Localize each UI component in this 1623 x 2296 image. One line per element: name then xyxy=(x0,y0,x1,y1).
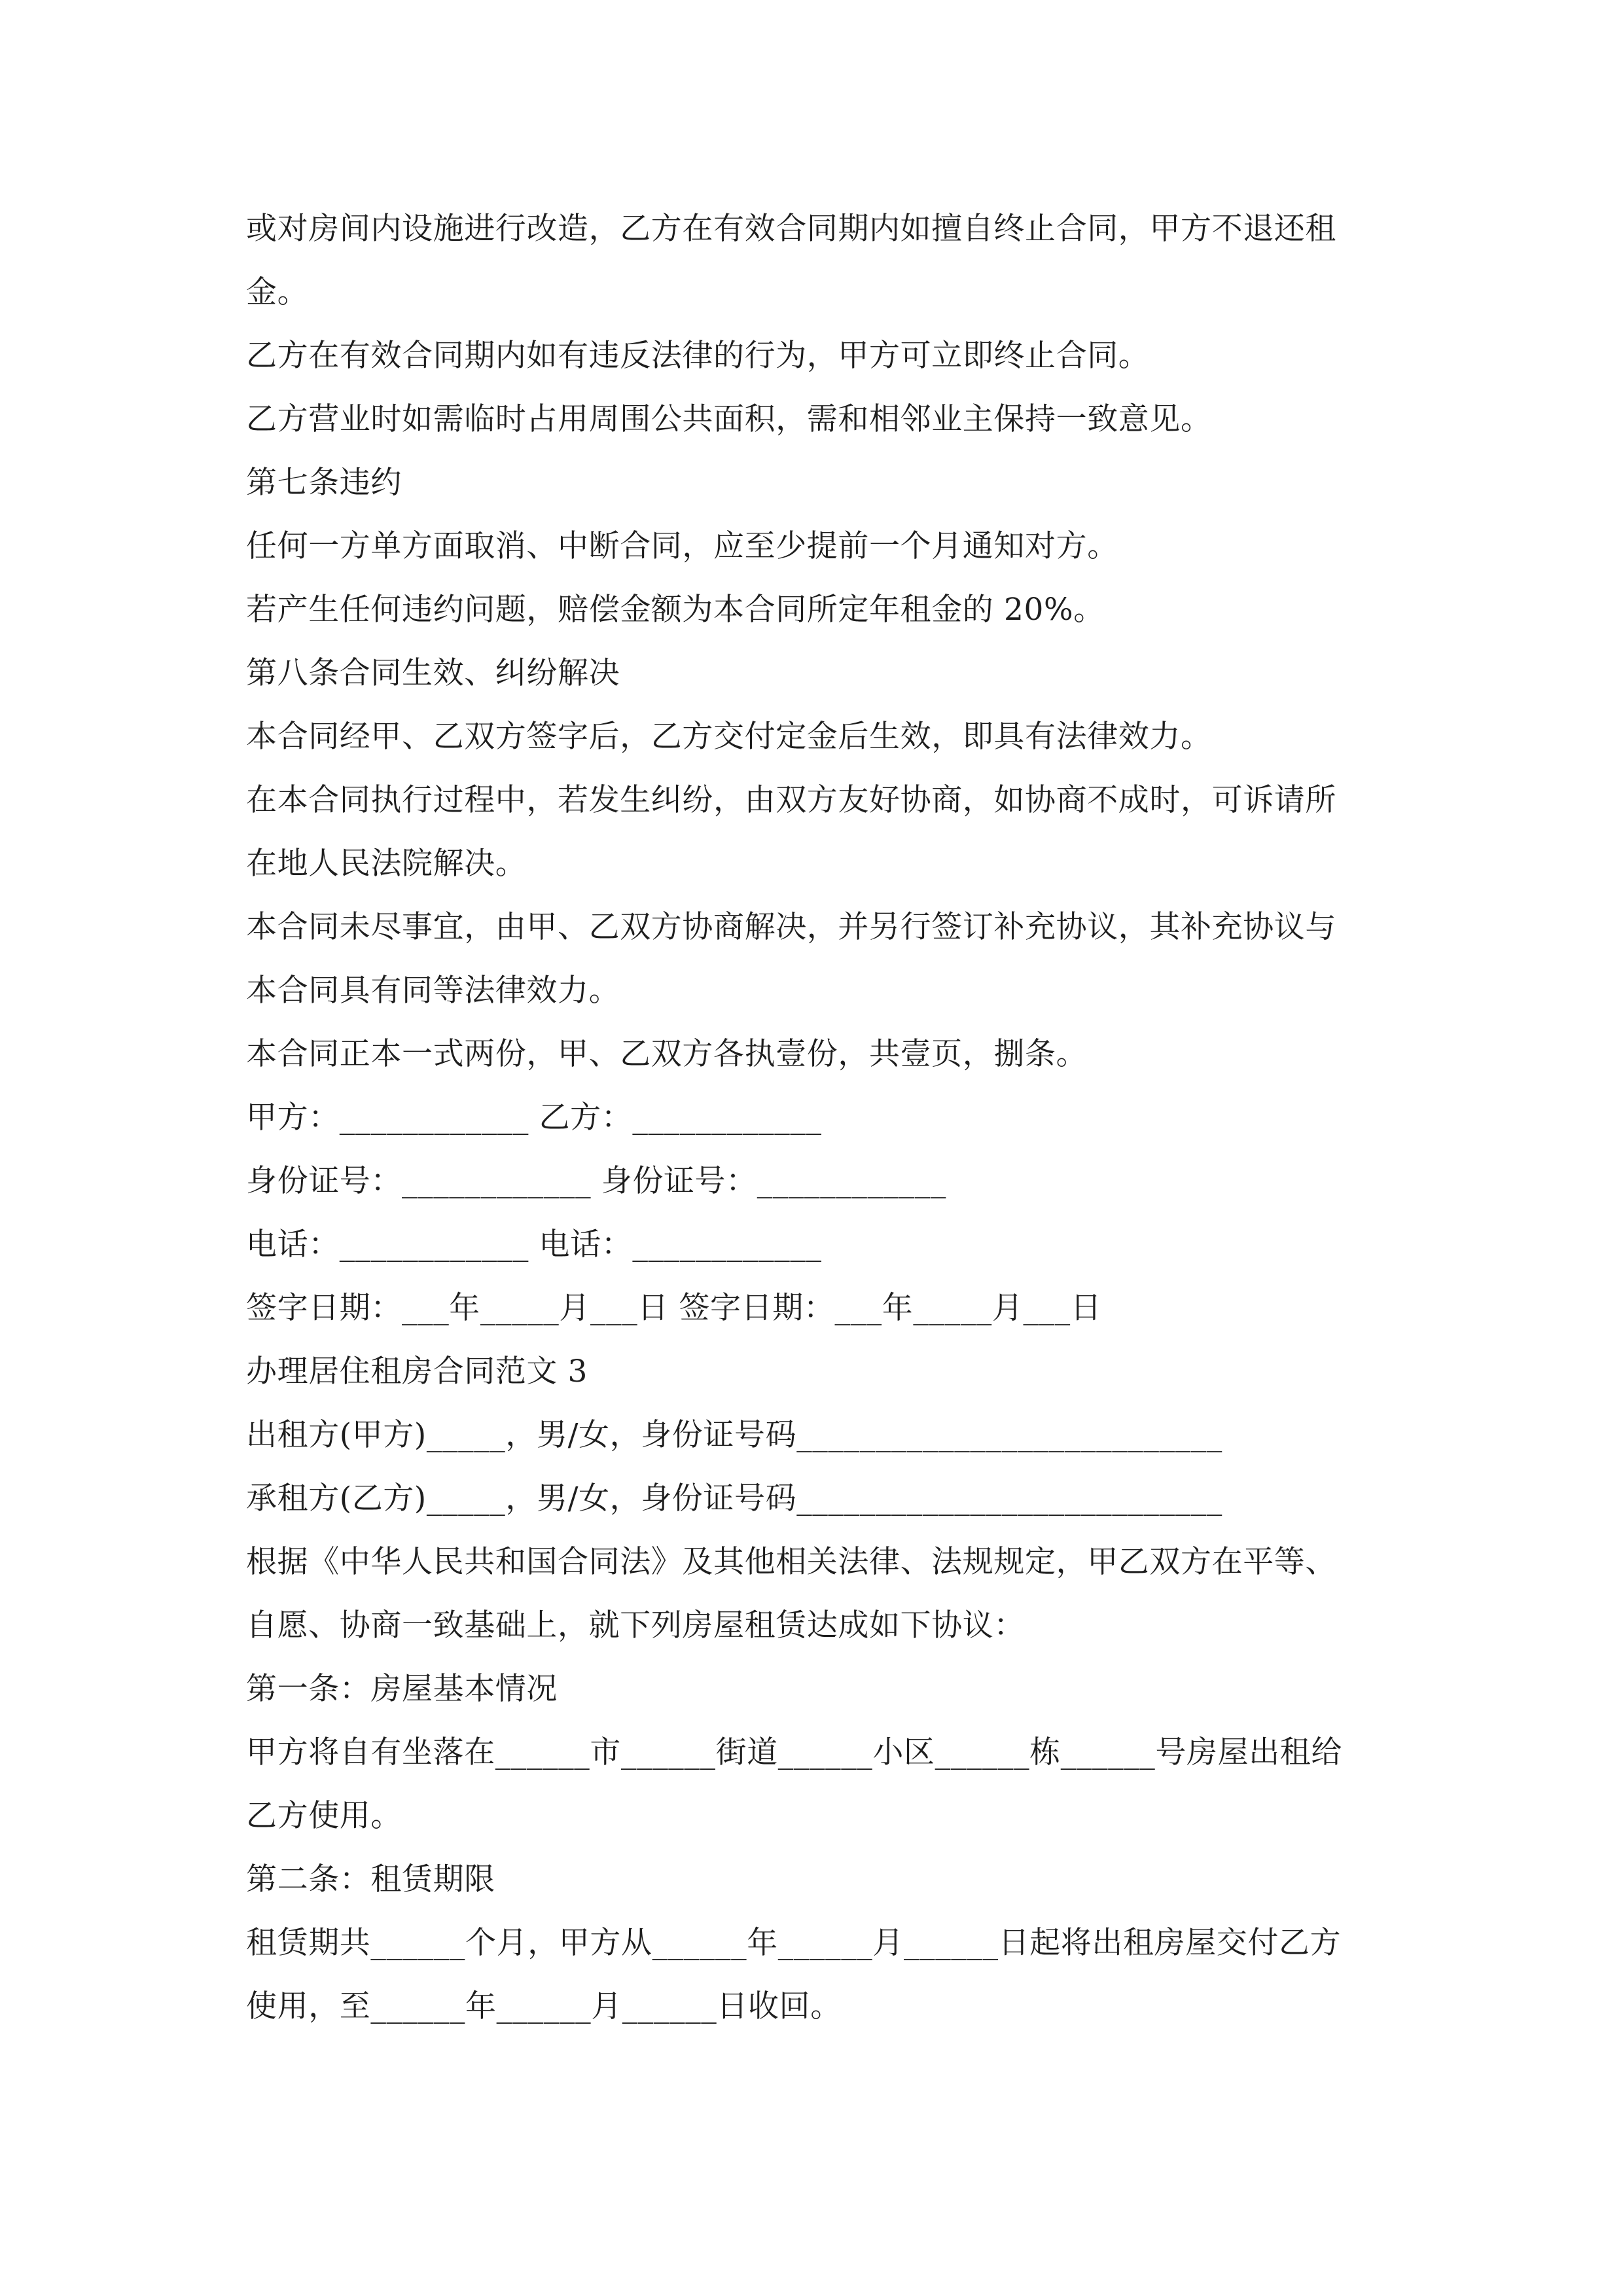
lessor-line: 出租方(甲方)_____，男/女，身份证号码___________________________ xyxy=(246,1417,1222,1453)
text-line: 金。 xyxy=(246,274,309,310)
text-line: 乙方在有效合同期内如有违反法律的行为，甲方可立即终止合同。 xyxy=(246,338,1150,374)
text-line: 甲方将自有坐落在______市______街道______小区______栋______号房屋出租给 xyxy=(246,1734,1342,1770)
lessee-line: 承租方(乙方)_____，男/女，身份证号码___________________________ xyxy=(246,1480,1222,1516)
text-line: 乙方营业时如需临时占用周围公共面积，需和相邻业主保持一致意见。 xyxy=(246,401,1212,437)
section-heading: 第二条：租赁期限 xyxy=(246,1861,495,1897)
signature-date-line: 签字日期：___年_____月___日 签字日期：___年_____月___日 xyxy=(246,1290,1102,1326)
text-line: 根据《中华人民共和国合同法》及其他相关法律、法规规定，甲乙双方在平等、 xyxy=(246,1544,1336,1580)
text-line: 本合同经甲、乙双方签字后，乙方交付定金后生效，即具有法律效力。 xyxy=(246,719,1212,755)
text-line: 任何一方单方面取消、中断合同，应至少提前一个月通知对方。 xyxy=(246,528,1118,564)
signature-phone-line: 电话：____________ 电话：____________ xyxy=(246,1227,822,1263)
text-line: 本合同具有同等法律效力。 xyxy=(246,973,620,1009)
section-heading: 第一条：房屋基本情况 xyxy=(246,1671,558,1707)
text-line: 使用，至______年______月______日收回。 xyxy=(246,1988,842,2024)
text-line: 租赁期共______个月，甲方从______年______月______日起将出租房屋交付乙方 xyxy=(246,1925,1342,1961)
signature-id-line: 身份证号：____________ 身份证号：____________ xyxy=(246,1163,946,1199)
text-line: 在本合同执行过程中，若发生纠纷，由双方友好协商，如协商不成时，可诉请所 xyxy=(246,782,1336,818)
text-line: 自愿、协商一致基础上，就下列房屋租赁达成如下协议： xyxy=(246,1607,1025,1643)
text-line: 或对房间内设施进行改造，乙方在有效合同期内如擅自终止合同，甲方不退还租 xyxy=(246,211,1336,247)
section-heading: 第七条违约 xyxy=(246,465,402,501)
signature-party-line: 甲方：____________ 乙方：____________ xyxy=(246,1100,822,1136)
text-line: 乙方使用。 xyxy=(246,1798,402,1834)
document-subtitle: 办理居住租房合同范文 3 xyxy=(246,1354,588,1390)
text-line: 若产生任何违约问题，赔偿金额为本合同所定年租金的 20%。 xyxy=(246,592,1105,628)
text-line: 本合同未尽事宜，由甲、乙双方协商解决，并另行签订补充协议，其补充协议与 xyxy=(246,909,1336,945)
text-line: 本合同正本一式两份，甲、乙双方各执壹份，共壹页，捌条。 xyxy=(246,1036,1088,1072)
text-line: 在地人民法院解决。 xyxy=(246,846,527,882)
section-heading: 第八条合同生效、纠纷解决 xyxy=(246,655,620,691)
